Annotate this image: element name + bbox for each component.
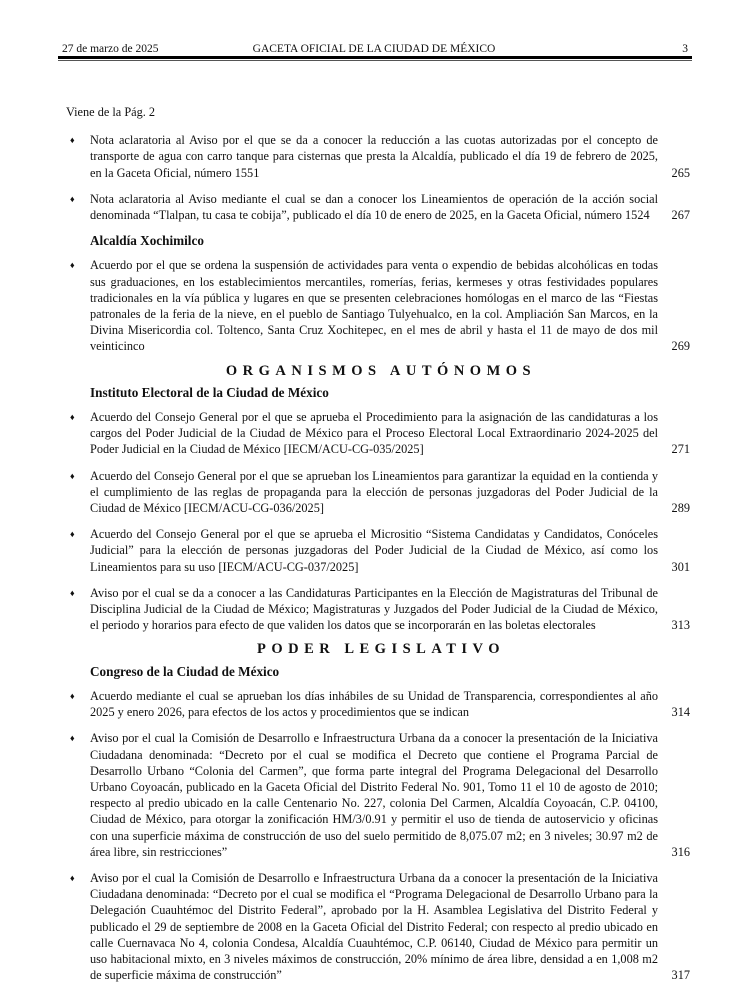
toc-entry (64, 585, 698, 634)
diamond-bullet-icon: ♦ (70, 529, 75, 540)
entry-page: 314 (671, 705, 690, 720)
diamond-bullet-icon: ♦ (70, 587, 75, 598)
entry-page: 313 (671, 618, 690, 633)
toc-entry (64, 409, 698, 458)
entry-page: 301 (671, 559, 690, 574)
diamond-bullet-icon: ♦ (70, 733, 75, 744)
header-title: GACETA OFICIAL DE LA CIUDAD DE MÉXICO (252, 43, 496, 55)
toc-entry (64, 468, 698, 517)
entry-page: 289 (671, 501, 690, 516)
entry-text: Nota aclaratoria al Aviso mediante el cual se dan a conocer los Lineamientos de operación de la acción social denominada “Tlalpan, tu casa te cobija”, publicado el día 10 de enero de 2025, en la Gaceta Oficial, número 1524 (90, 191, 658, 223)
entry-text: Acuerdo mediante el cual se aprueban los días inhábiles de su Unidad de Transparencia, correspondientes al año 2025 y enero 2026, para efectos de los actos y procedimientos que se indican (90, 688, 658, 720)
entry-page: 317 (671, 968, 690, 983)
toc-entry (64, 526, 698, 575)
toc-entry (64, 870, 698, 983)
subheading-iecm: Instituto Electoral de la Ciudad de México (90, 384, 329, 400)
toc-entry (64, 191, 698, 223)
subheading-xochimilco: Alcaldía Xochimilco (90, 233, 204, 249)
diamond-bullet-icon: ♦ (70, 260, 75, 271)
section-title-legislativo: PODER LEGISLATIVO (256, 641, 506, 658)
subheading-congreso: Congreso de la Ciudad de México (90, 663, 280, 679)
toc-entry (64, 730, 698, 860)
diamond-bullet-icon: ♦ (70, 872, 75, 883)
section-title-organismos: ORGANISMOS AUTÓNOMOS (225, 362, 537, 379)
diamond-bullet-icon: ♦ (70, 470, 75, 481)
diamond-bullet-icon: ♦ (70, 193, 75, 204)
entry-page: 316 (671, 844, 690, 859)
entry-text: Nota aclaratoria al Aviso por el que se da a conocer la reducción a las cuotas autorizadas por el concepto de transporte de agua con carro tanque para cisternas que presta la Alcaldía, publicado el día 19 de febrero de 2025, en la Gaceta Oficial, número 1551 (90, 133, 658, 180)
entry-text: Acuerdo del Consejo General por el que se aprueba el Micrositio “Sistema Candidatas y Candidatos, Conóceles Judicial” para la elección de personas juzgadoras del Poder Judicial de la Ciudad de México, así como los Lineamientos para su uso [IECM/ACU-CG-037/2025] (90, 527, 658, 574)
entry-text: Acuerdo del Consejo General por el que se aprueban los Lineamientos para garantizar la equidad en la contienda y el cumplimiento de las reglas de propaganda para la elección de personas juzgadoras del Poder Judicial de la Ciudad de México [IECM/ACU-CG-036/2025] (90, 468, 658, 516)
header-rule-thick (58, 56, 692, 59)
entry-text: Aviso por el cual la Comisión de Desarrollo e Infraestructura Urbana da a conocer la presentación de la Iniciativa Ciudadana denominada: “Decreto por el cual se modifica el “Programa Delegacional de Desarrollo Urbano para la Delegación Cuauhtémoc del Distrito Federal”, aprobado por la H. Asamblea Legislativa del Distrito Federal y publicado el 29 de septiembre de 2008 en la Gaceta Oficial del Distrito Federal; con respecto al predio ubicado en calle Cuernavaca No 4, colonia Condesa, Alcaldía Cuauhtémoc, C.P. 06140, Ciudad de México para permitir un uso habitacional mixto, en 3 niveles máximos de construcción, 20% mínimo de área libre, densidad a en 1,008 m2 de superficie máxima de construcción” (90, 870, 658, 983)
continuation-note: Viene de la Pág. 2 (66, 105, 156, 119)
header-page-number: 3 (682, 43, 688, 55)
entry-text: Aviso por el cual se da a conocer a las Candidaturas Participantes en la Elección de Magistraturas del Tribunal de Disciplina Judicial de la Ciudad de México; Magistraturas y Juzgados del Poder Judicial de la Ciudad de México, el periodo y horarios para efecto de que validen los datos que se incorporarán en las boletas electorales (90, 585, 658, 633)
entry-text: Aviso por el cual la Comisión de Desarrollo e Infraestructura Urbana da a conocer la presentación de la Iniciativa Ciudadana denominada: “Decreto por el cual se modifica el Decreto que contiene el Programa Parcial de Desarrollo Urbano “Colonia del Carmen”, que forma parte integral del Programa Delegacional del Desarrollo Urbano Coyoacán, publicado en la Gaceta Oficial del Distrito Federal No. 901, Tomo 11 el 10 de agosto de 2010; respecto al predio ubicado en la calle Centenario No. 227, colonia Del Carmen, Alcaldía Coyoacán, C.P. 04100, Ciudad de México, para otorgar la zonificación HM/3/0.91 y permitir el uso de tienda de autoservicio y oficinas con una superficie máxima de construcción de uso del suelo permitido de 8,075.07 m2; en 3 niveles; 30.97 m2 de área libre, sin restricciones” (90, 731, 658, 859)
diamond-bullet-icon: ♦ (70, 135, 75, 146)
entry-text: Acuerdo del Consejo General por el que se aprueba el Procedimiento para la asignación de las candidaturas a los cargos del Poder Judicial de la Ciudad de México para el Proceso Electoral Local Extraordinario 2024-2025 del Poder Judicial en la Ciudad de México [IECM/ACU-CG-035/2025] (90, 410, 658, 457)
header-date: 27 de marzo de 2025 (62, 43, 159, 55)
toc-entry (64, 132, 698, 181)
diamond-bullet-icon: ♦ (70, 412, 75, 423)
running-header (58, 40, 690, 56)
entry-text: Acuerdo por el que se ordena la suspensión de actividades para venta o expendio de bebidas alcohólicas en todas sus graduaciones, en los establecimientos mercantiles, romerías, ferias, kermeses y otras festividades populares tradicionales en la vía pública y lugares en que se presenten celebraciones homólogas en el marco de las “Fiestas patronales de la feria de la nieve, en el pueblo de Santiago Tulyehualco, en la col. Ampliación San Marcos, en la Divina Misericordia col. Toltenco, Santa Cruz Xochitepec, en el mes de abril y hasta el 11 de mayo de dos mil veinticinco (90, 258, 658, 354)
entry-page: 271 (671, 442, 690, 457)
toc-entry (64, 257, 698, 354)
toc-entry (64, 688, 698, 720)
entry-page: 265 (671, 165, 690, 180)
diamond-bullet-icon: ♦ (70, 690, 75, 701)
entry-page: 269 (671, 339, 690, 354)
table-of-contents (64, 104, 698, 993)
entry-page: 267 (671, 208, 690, 223)
header-rule-thin (58, 60, 692, 61)
